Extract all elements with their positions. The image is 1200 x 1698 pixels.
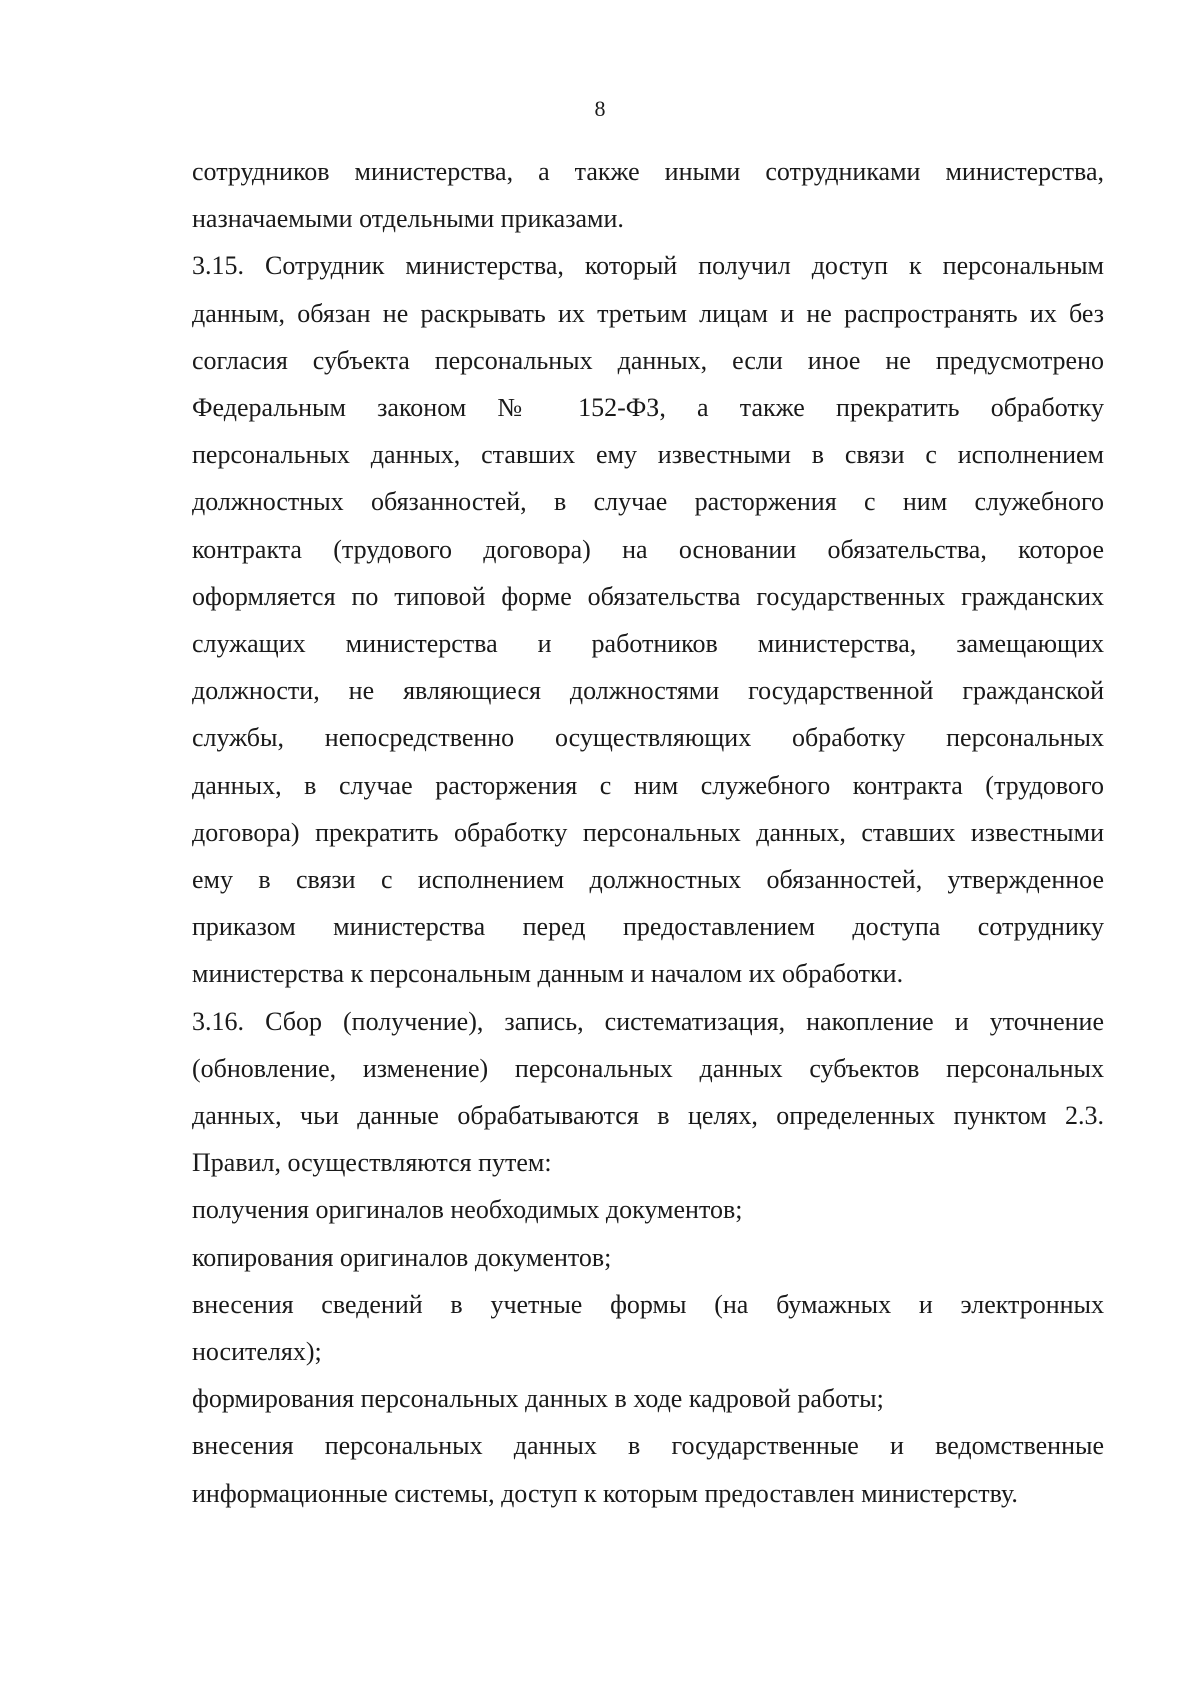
text-line: сотрудников министерства, а также иными сотрудниками министерства, (192, 157, 1104, 186)
document-body (192, 148, 1104, 1517)
paragraph-p-item-2 (192, 1234, 1104, 1281)
text-line: министерства к персональным данным и началом их обработки. (192, 959, 904, 989)
text-line: данных, в случае расторжения с ним служебного контракта (трудового (192, 770, 1104, 800)
text-line: 3.16. Сбор (получение), запись, систематизация, накопление и уточнение (192, 1006, 1104, 1036)
paragraph-p-item-4 (192, 1375, 1104, 1422)
text-line: приказом министерства перед предоставлением доступа сотруднику (192, 912, 1104, 942)
paragraph-p-item-5 (192, 1422, 1104, 1516)
text-line: назначаемыми отдельными приказами. (192, 204, 624, 234)
page-number: 8 (594, 96, 606, 121)
text-line: внесения персональных данных в государственные и ведомственные (192, 1431, 1104, 1461)
text-line: должности, не являющиеся должностями государственной гражданской (192, 676, 1104, 706)
text-line: согласия субъекта персональных данных, если иное не предусмотрено (192, 345, 1104, 375)
text-line: оформляется по типовой форме обязательства государственных гражданских (192, 581, 1104, 611)
text-line: персональных данных, ставших ему известными в связи с исполнением (192, 440, 1104, 470)
text-line: копирования оригиналов документов; (192, 1242, 612, 1272)
text-line: Федеральным законом № 152-ФЗ, а также прекратить обработку (192, 393, 1104, 423)
text-line: договора) прекратить обработку персональных данных, ставших известными (192, 817, 1104, 847)
paragraph-p-item-1 (192, 1186, 1104, 1233)
text-line: служащих министерства и работников министерства, замещающих (192, 629, 1104, 659)
text-line: (обновление, изменение) персональных данных субъектов персональных (192, 1053, 1104, 1083)
text-line: данных, чьи данные обрабатываются в целях, определенных пунктом 2.3. (192, 1101, 1104, 1131)
text-line: должностных обязанностей, в случае расторжения с ним служебного (192, 487, 1104, 517)
paragraph-p-continued (192, 148, 1104, 242)
text-line: информационные системы, доступ к которым предоставлен министерству. (192, 1478, 1018, 1508)
text-line: ему в связи с исполнением должностных обязанностей, утвержденное (192, 865, 1104, 895)
text-line: формирования персональных данных в ходе кадровой работы; (192, 1384, 884, 1414)
text-line: контракта (трудового договора) на основании обязательства, которое (192, 534, 1104, 564)
text-line: данным, обязан не раскрывать их третьим лицам и не распространять их без (192, 298, 1104, 328)
paragraph-p-3-16 (192, 998, 1104, 1187)
text-line: службы, непосредственно осуществляющих обработку персональных (192, 723, 1104, 753)
text-line: 3.15. Сотрудник министерства, который получил доступ к персональным (192, 251, 1104, 281)
text-line: получения оригиналов необходимых документов; (192, 1195, 743, 1225)
text-line: Правил, осуществляются путем: (192, 1148, 552, 1178)
paragraph-p-3-15 (192, 242, 1104, 997)
text-line: внесения сведений в учетные формы (на бумажных и электронных (192, 1289, 1104, 1319)
text-line: носителях); (192, 1337, 322, 1367)
paragraph-p-item-3 (192, 1281, 1104, 1375)
